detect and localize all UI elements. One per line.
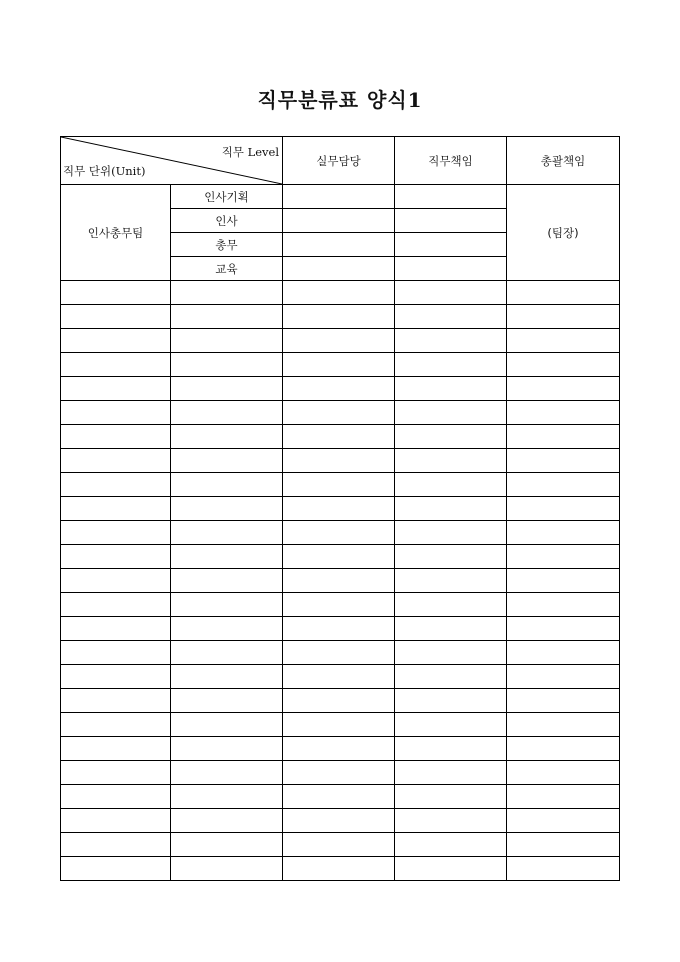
- table-row: [61, 377, 620, 401]
- table-cell: [171, 761, 283, 785]
- table-cell: [507, 497, 620, 521]
- table-cell: [61, 785, 171, 809]
- table-cell: [61, 281, 171, 305]
- table-cell: [507, 665, 620, 689]
- table-cell: [61, 353, 171, 377]
- table-cell: [283, 761, 395, 785]
- table-cell: [171, 329, 283, 353]
- table-cell: [395, 473, 507, 497]
- header-general: 총괄책임: [507, 137, 620, 185]
- table-cell: [395, 833, 507, 857]
- group-name-cell: 인사총무팀: [61, 185, 171, 281]
- table-cell: [395, 209, 507, 233]
- table-cell: [61, 329, 171, 353]
- table-row: [61, 857, 620, 881]
- table-cell: [507, 449, 620, 473]
- table-cell: [61, 833, 171, 857]
- table-cell: [61, 713, 171, 737]
- table-cell: [283, 689, 395, 713]
- table-cell: [283, 809, 395, 833]
- table-cell: [507, 809, 620, 833]
- table-row: [61, 401, 620, 425]
- table-cell: [507, 689, 620, 713]
- table-cell: [507, 857, 620, 881]
- table-cell: [395, 665, 507, 689]
- table-cell: [61, 497, 171, 521]
- table-cell: [61, 569, 171, 593]
- table-cell: [507, 377, 620, 401]
- table-cell: [507, 833, 620, 857]
- table-cell: [171, 665, 283, 689]
- table-cell: [283, 593, 395, 617]
- table-cell: [395, 569, 507, 593]
- table-cell: [395, 281, 507, 305]
- table-cell: [171, 497, 283, 521]
- table-cell: [395, 233, 507, 257]
- table-cell: [395, 425, 507, 449]
- table-cell: [283, 545, 395, 569]
- table-cell: [395, 329, 507, 353]
- table-cell: [395, 545, 507, 569]
- table-cell: [61, 641, 171, 665]
- table-cell: [283, 281, 395, 305]
- table-cell: [61, 665, 171, 689]
- table-row: [61, 353, 620, 377]
- table-cell: [61, 809, 171, 833]
- table-row: [61, 737, 620, 761]
- table-cell: [171, 353, 283, 377]
- table-cell: [507, 473, 620, 497]
- table-cell: [507, 401, 620, 425]
- table-row: [61, 833, 620, 857]
- table-cell: [61, 449, 171, 473]
- diagonal-header-cell: [61, 137, 283, 185]
- empty-rows: [61, 281, 620, 881]
- table-cell: [283, 353, 395, 377]
- table-cell: [507, 737, 620, 761]
- table-cell: [395, 785, 507, 809]
- table-cell: [507, 569, 620, 593]
- table-row: [61, 329, 620, 353]
- table-cell: [171, 809, 283, 833]
- table-row: [61, 641, 620, 665]
- table-cell: [171, 305, 283, 329]
- table-cell: [171, 641, 283, 665]
- table-cell: [61, 761, 171, 785]
- table-row: [61, 569, 620, 593]
- table-cell: [395, 401, 507, 425]
- table-cell: [61, 521, 171, 545]
- table-cell: [171, 737, 283, 761]
- table-cell: [171, 689, 283, 713]
- table-cell: [507, 641, 620, 665]
- table-cell: [171, 377, 283, 401]
- table-cell: [171, 521, 283, 545]
- table-cell: [395, 641, 507, 665]
- table-cell: [283, 497, 395, 521]
- table-cell: [171, 401, 283, 425]
- table-row: [61, 809, 620, 833]
- table-cell: [171, 593, 283, 617]
- table-cell: [283, 713, 395, 737]
- table-cell: [395, 857, 507, 881]
- table-cell: [395, 761, 507, 785]
- table-cell: [507, 329, 620, 353]
- table-cell: [283, 329, 395, 353]
- unit-cell: 인사: [171, 209, 283, 233]
- unit-cell: 교육: [171, 257, 283, 281]
- table-cell: [395, 377, 507, 401]
- header-staff: 실무담당: [283, 137, 395, 185]
- table-cell: [283, 833, 395, 857]
- table-cell: [283, 665, 395, 689]
- table-cell: [283, 449, 395, 473]
- table-row: [61, 545, 620, 569]
- table-cell: [395, 185, 507, 209]
- table-row: [61, 305, 620, 329]
- table-cell: [507, 425, 620, 449]
- table-row: [61, 689, 620, 713]
- table-row: [61, 497, 620, 521]
- job-classification-table: [60, 136, 620, 881]
- table-cell: [395, 713, 507, 737]
- table-cell: [61, 425, 171, 449]
- table-cell: [61, 305, 171, 329]
- unit-cell: 인사기획: [171, 185, 283, 209]
- table-cell: [171, 545, 283, 569]
- table-row: [61, 785, 620, 809]
- table-cell: [507, 713, 620, 737]
- table-cell: [395, 617, 507, 641]
- table-row: [61, 281, 620, 305]
- table-cell: [283, 857, 395, 881]
- table-row: [61, 185, 620, 209]
- table-cell: [507, 521, 620, 545]
- table-row: [61, 713, 620, 737]
- table-cell: [283, 521, 395, 545]
- header-responsible: 직무책임: [395, 137, 507, 185]
- table-cell: [171, 473, 283, 497]
- table-row: [61, 593, 620, 617]
- table-row: [61, 761, 620, 785]
- table-cell: [395, 809, 507, 833]
- table-cell: [395, 257, 507, 281]
- table-cell: [283, 425, 395, 449]
- table-cell: [507, 761, 620, 785]
- table-cell: [395, 497, 507, 521]
- table-cell: [171, 425, 283, 449]
- table-cell: [171, 617, 283, 641]
- table-cell: [61, 593, 171, 617]
- leader-cell: (팀장): [507, 185, 620, 281]
- page-title: 직무분류표 양식1: [257, 88, 423, 112]
- table-cell: [171, 833, 283, 857]
- table-cell: [507, 353, 620, 377]
- table-cell: [283, 305, 395, 329]
- table-cell: [171, 569, 283, 593]
- table-cell: [171, 785, 283, 809]
- table-cell: [61, 401, 171, 425]
- table-row: [61, 473, 620, 497]
- table-cell: [283, 209, 395, 233]
- table-cell: [283, 641, 395, 665]
- table-cell: [507, 545, 620, 569]
- table-cell: [61, 545, 171, 569]
- table-cell: [395, 689, 507, 713]
- table-cell: [283, 257, 395, 281]
- table-cell: [283, 185, 395, 209]
- table-cell: [171, 857, 283, 881]
- table-cell: [507, 305, 620, 329]
- table-cell: [283, 569, 395, 593]
- table-row: [61, 665, 620, 689]
- table-cell: [283, 401, 395, 425]
- table-cell: [171, 713, 283, 737]
- header-row: [61, 137, 620, 185]
- table-cell: [507, 593, 620, 617]
- table-cell: [61, 617, 171, 641]
- table-cell: [283, 377, 395, 401]
- table-cell: [395, 449, 507, 473]
- table-cell: [61, 377, 171, 401]
- table-cell: [395, 353, 507, 377]
- table-cell: [395, 737, 507, 761]
- table-cell: [283, 617, 395, 641]
- table-row: [61, 425, 620, 449]
- job-level-label: 직무 Level: [221, 145, 279, 159]
- table-cell: [507, 617, 620, 641]
- table-cell: [61, 473, 171, 497]
- table-cell: [61, 689, 171, 713]
- table-cell: [283, 785, 395, 809]
- job-unit-label: 직무 단위(Unit): [63, 164, 146, 178]
- table-cell: [283, 737, 395, 761]
- table-cell: [395, 521, 507, 545]
- table-cell: [61, 857, 171, 881]
- table-cell: [395, 305, 507, 329]
- table-cell: [61, 737, 171, 761]
- table-cell: [171, 449, 283, 473]
- table-cell: [507, 785, 620, 809]
- table-row: [61, 521, 620, 545]
- table-cell: [283, 233, 395, 257]
- table-cell: [395, 593, 507, 617]
- table-row: [61, 617, 620, 641]
- table-cell: [171, 281, 283, 305]
- table-row: [61, 449, 620, 473]
- unit-cell: 총무: [171, 233, 283, 257]
- table-cell: [507, 281, 620, 305]
- table-cell: [283, 473, 395, 497]
